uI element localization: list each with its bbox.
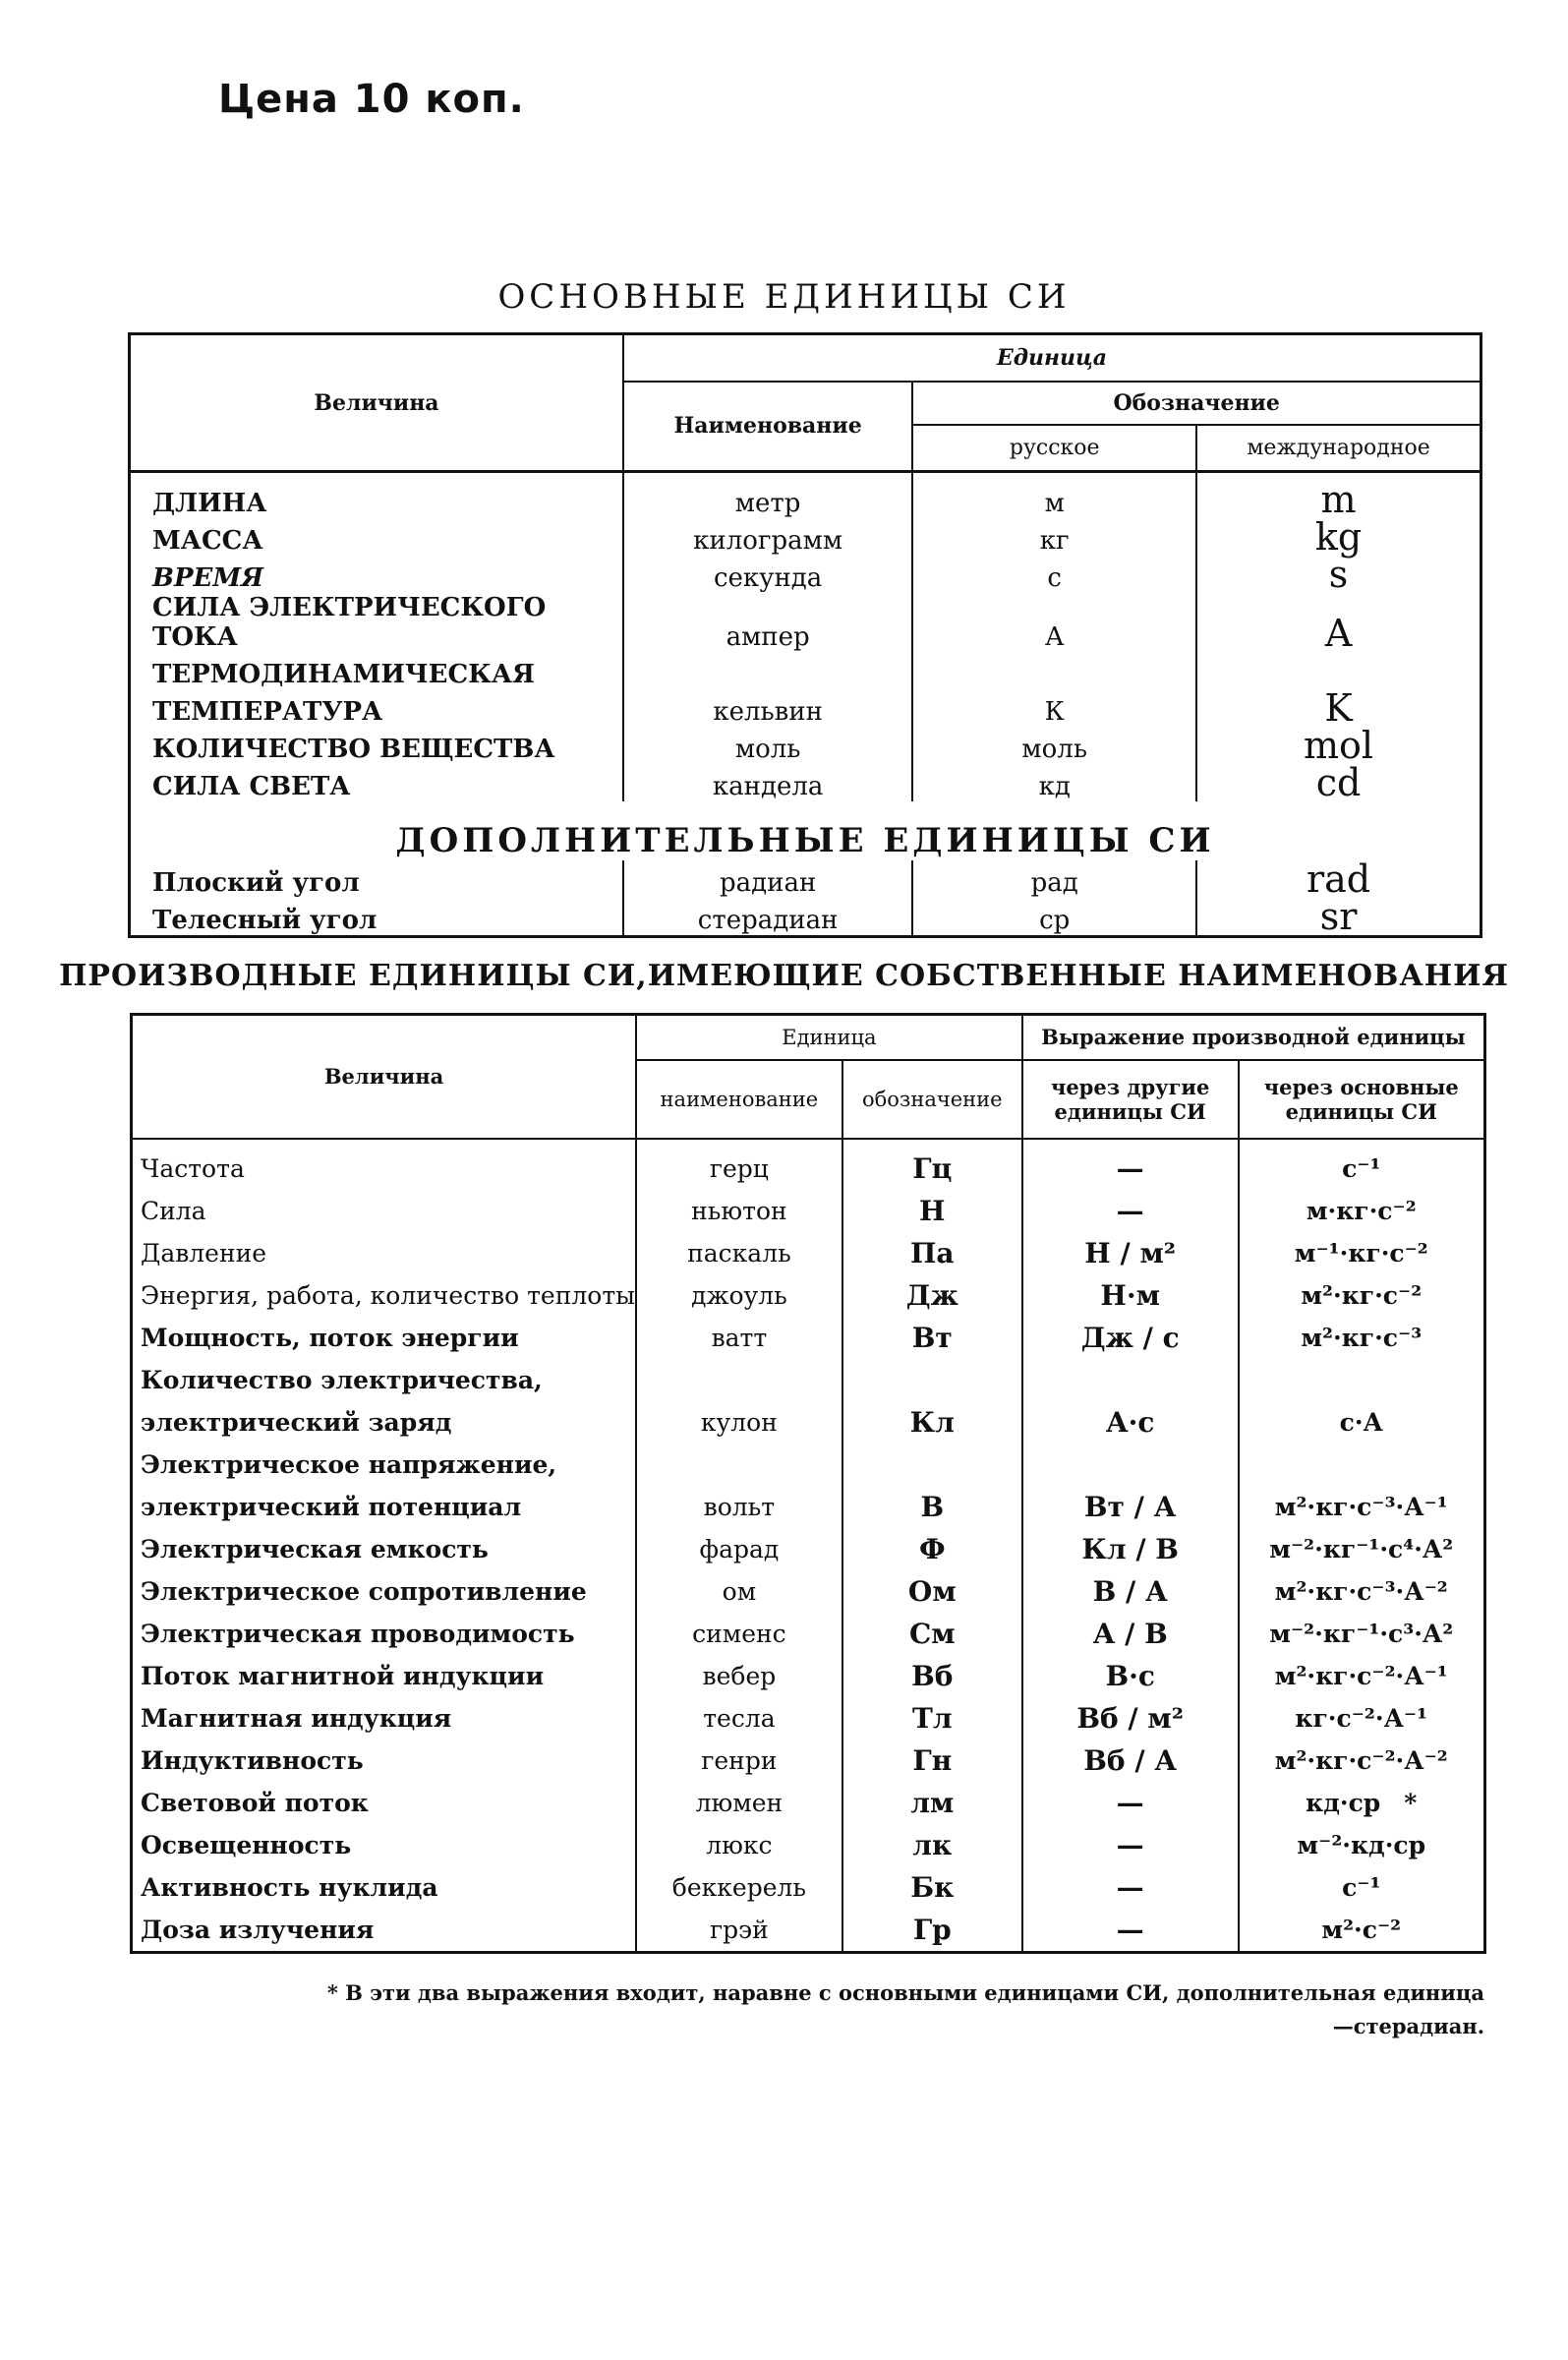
- unit-name-cell: ампер: [623, 593, 912, 652]
- via-base-cell: м·кг·с⁻²: [1306, 1196, 1417, 1225]
- russian-symbol-cell: кг: [912, 518, 1196, 556]
- quantity-cell: электрический потенциал: [132, 1486, 637, 1528]
- quantity-cell: Индуктивность: [132, 1740, 637, 1782]
- quantity-cell: Доза излучения: [132, 1909, 637, 1953]
- supplementary-units-title: ДОПОЛНИТЕЛЬНЫЕ ЕДИНИЦЫ СИ: [395, 821, 1215, 860]
- via-base-cell: с⁻¹: [1342, 1153, 1381, 1183]
- unit-name-cell: фарад: [636, 1528, 842, 1570]
- table-row: [132, 1866, 1485, 1909]
- quantity-cell: Давление: [132, 1232, 637, 1274]
- quantity-cell: КОЛИЧЕСТВО ВЕЩЕСТВА: [130, 727, 623, 764]
- derived-header-quantity: Величина: [132, 1015, 637, 1139]
- international-symbol-cell: sr: [1319, 895, 1358, 938]
- unit-symbol-cell: Гц: [842, 1139, 1022, 1190]
- via-base-cell: м⁻²·кг⁻¹·с⁴·А²: [1269, 1534, 1454, 1564]
- table-row: [132, 1232, 1485, 1274]
- unit-name-cell: [636, 1359, 842, 1401]
- unit-name-cell: ом: [636, 1570, 842, 1613]
- unit-symbol-cell: Ом: [842, 1570, 1022, 1613]
- derived-header-via-base: через основные единицы СИ: [1239, 1060, 1485, 1139]
- quantity-cell: СИЛА ЭЛЕКТРИЧЕСКОГО ТОКА: [130, 593, 623, 652]
- unit-name-cell: килограмм: [623, 518, 912, 556]
- unit-name-cell: тесла: [636, 1697, 842, 1740]
- unit-name-cell: беккерель: [636, 1866, 842, 1909]
- supplementary-title-row: [130, 801, 1481, 860]
- table-row: [132, 1359, 1485, 1401]
- unit-name-cell: люмен: [636, 1782, 842, 1824]
- russian-symbol-cell: рад: [912, 860, 1196, 898]
- quantity-cell: Энергия, работа, количество теплоты: [132, 1274, 637, 1317]
- international-symbol-cell: s: [1328, 553, 1349, 596]
- via-other-cell: —: [1022, 1824, 1239, 1866]
- table-row: [132, 1613, 1485, 1655]
- brace-asterisk: *: [1404, 1788, 1418, 1817]
- unit-name-cell: [636, 1444, 842, 1486]
- unit-name-cell: радиан: [623, 860, 912, 898]
- unit-name-cell: люкс: [636, 1824, 842, 1866]
- header-name: Наименование: [623, 382, 912, 472]
- quantity-cell: ТЕМПЕРАТУРА: [130, 689, 623, 727]
- unit-name-cell: кулон: [636, 1401, 842, 1444]
- via-other-cell: В·с: [1022, 1655, 1239, 1697]
- table-row: [132, 1444, 1485, 1486]
- derived-header-via-other: через другие единицы СИ: [1022, 1060, 1239, 1139]
- unit-symbol-cell: [842, 1444, 1022, 1486]
- unit-name-cell: паскаль: [636, 1232, 842, 1274]
- via-base-cell: м²·кг·с⁻²·А⁻²: [1274, 1745, 1448, 1775]
- quantity-cell: Электрическая емкость: [132, 1528, 637, 1570]
- unit-symbol-cell: Па: [842, 1232, 1022, 1274]
- unit-symbol-cell: Кл: [842, 1401, 1022, 1444]
- via-base-cell: м⁻²·кг⁻¹·с³·А²: [1269, 1619, 1454, 1648]
- via-base-cell: с⁻¹: [1342, 1872, 1381, 1902]
- table-row: [130, 898, 1481, 937]
- basic-units-title: ОСНОВНЫЕ ЕДИНИЦЫ СИ: [497, 277, 1071, 317]
- unit-name-cell: генри: [636, 1740, 842, 1782]
- table-row: [130, 764, 1481, 801]
- quantity-cell: Количество электричества,: [132, 1359, 637, 1401]
- unit-name-cell: ватт: [636, 1317, 842, 1359]
- unit-symbol-cell: Вт: [842, 1317, 1022, 1359]
- via-other-cell: Вб / м²: [1022, 1697, 1239, 1740]
- derived-header-symbol: обозначение: [842, 1060, 1022, 1139]
- unit-name-cell: сименс: [636, 1613, 842, 1655]
- international-symbol-cell: A: [1324, 612, 1353, 655]
- via-base-cell: м²·кг·с⁻³: [1301, 1323, 1423, 1352]
- quantity-cell: Мощность, поток энергии: [132, 1317, 637, 1359]
- russian-symbol-cell: А: [912, 593, 1196, 652]
- via-other-cell: —: [1022, 1190, 1239, 1232]
- header-russian: русское: [912, 425, 1196, 472]
- international-symbol-cell: kg: [1314, 515, 1363, 559]
- quantity-cell: ТЕРМОДИНАМИЧЕСКАЯ: [130, 652, 623, 689]
- russian-symbol-cell: К: [912, 689, 1196, 727]
- via-base-cell: м²·кг·с⁻³·А⁻¹: [1274, 1492, 1448, 1521]
- via-base-cell: [1239, 1359, 1485, 1401]
- international-symbol-cell: rad: [1306, 857, 1371, 901]
- table-row: [132, 1139, 1485, 1190]
- via-base-cell: м⁻¹·кг·с⁻²: [1294, 1238, 1428, 1268]
- header-international: международное: [1196, 425, 1481, 472]
- table-row: [130, 593, 1481, 652]
- unit-name-cell: кандела: [623, 764, 912, 801]
- via-base-cell: м²·кг·с⁻²·А⁻¹: [1274, 1661, 1448, 1690]
- table-row: [132, 1697, 1485, 1740]
- via-other-cell: —: [1022, 1139, 1239, 1190]
- table-row: [130, 727, 1481, 764]
- table-row: [130, 518, 1481, 556]
- unit-name-cell: стерадиан: [623, 898, 912, 937]
- international-symbol-cell: m: [1196, 472, 1481, 519]
- table-row: [130, 689, 1481, 727]
- derived-units-table: [130, 1013, 1486, 1954]
- unit-name-cell: грэй: [636, 1909, 842, 1953]
- table-row: [132, 1782, 1485, 1824]
- unit-name-cell: моль: [623, 727, 912, 764]
- russian-symbol-cell: моль: [912, 727, 1196, 764]
- quantity-cell: Активность нуклида: [132, 1866, 637, 1909]
- via-other-cell: Дж / с: [1022, 1317, 1239, 1359]
- derived-header-unit: Единица: [636, 1015, 1022, 1060]
- unit-symbol-cell: Дж: [842, 1274, 1022, 1317]
- quantity-cell: СИЛА СВЕТА: [130, 764, 623, 801]
- unit-name-cell: джоуль: [636, 1274, 842, 1317]
- table-row: [130, 472, 1481, 519]
- derived-header-expression: Выражение производной единицы: [1022, 1015, 1485, 1060]
- derived-units-title: ПРОИЗВОДНЫЕ ЕДИНИЦЫ СИ,ИМЕЮЩИЕ СОБСТВЕННЫЕ НАИМЕНОВАНИЯ: [59, 959, 1509, 993]
- via-other-cell: Вб / А: [1022, 1740, 1239, 1782]
- unit-symbol-cell: Н: [842, 1190, 1022, 1232]
- international-symbol-cell: mol: [1304, 724, 1374, 767]
- quantity-cell: Освещенность: [132, 1824, 637, 1866]
- via-other-cell: А·с: [1022, 1401, 1239, 1444]
- quantity-cell: Телесный угол: [130, 898, 623, 937]
- table-row: [132, 1401, 1485, 1444]
- international-symbol-cell: [1196, 652, 1481, 689]
- unit-name-cell: вебер: [636, 1655, 842, 1697]
- unit-name-cell: ньютон: [636, 1190, 842, 1232]
- table-row: [132, 1824, 1485, 1866]
- quantity-cell: Поток магнитной индукции: [132, 1655, 637, 1697]
- russian-symbol-cell: кд: [912, 764, 1196, 801]
- via-other-cell: Кл / В: [1022, 1528, 1239, 1570]
- russian-symbol-cell: ср: [912, 898, 1196, 937]
- table-row: [132, 1190, 1485, 1232]
- via-base-cell: м²·кг·с⁻³·А⁻²: [1274, 1576, 1448, 1606]
- via-base-cell: м²·с⁻²: [1321, 1915, 1402, 1944]
- international-symbol-cell: K: [1324, 686, 1353, 730]
- via-other-cell: —: [1022, 1866, 1239, 1909]
- via-base-cell: с·А: [1339, 1407, 1383, 1437]
- table-row: [132, 1655, 1485, 1697]
- quantity-cell: Магнитная индукция: [132, 1697, 637, 1740]
- via-other-cell: Вт / А: [1022, 1486, 1239, 1528]
- via-other-cell: —: [1022, 1909, 1239, 1953]
- via-base-cell: м²·кг·с⁻²: [1301, 1280, 1423, 1310]
- russian-symbol-cell: с: [912, 556, 1196, 593]
- unit-symbol-cell: лк: [842, 1824, 1022, 1866]
- header-symbol: Обозначение: [912, 382, 1481, 425]
- price-label: Цена 10 коп.: [218, 77, 525, 122]
- via-base-cell: м⁻²·кд·ср: [1297, 1830, 1426, 1859]
- basic-units-table: [128, 332, 1482, 938]
- table-row: [130, 652, 1481, 689]
- unit-name-cell: секунда: [623, 556, 912, 593]
- unit-name-cell: кельвин: [623, 689, 912, 727]
- quantity-cell: Электрическая проводимость: [132, 1613, 637, 1655]
- table-row: [130, 556, 1481, 593]
- quantity-cell: Электрическое сопротивление: [132, 1570, 637, 1613]
- via-base-cell: кг·с⁻²·А⁻¹: [1295, 1703, 1428, 1733]
- quantity-cell: Световой поток: [132, 1782, 637, 1824]
- unit-symbol-cell: Тл: [842, 1697, 1022, 1740]
- quantity-cell: Частота: [132, 1139, 637, 1190]
- quantity-cell: МАССА: [130, 518, 623, 556]
- quantity-cell: ДЛИНА: [130, 472, 623, 519]
- table-row: [132, 1909, 1485, 1953]
- quantity-cell: Сила: [132, 1190, 637, 1232]
- unit-symbol-cell: См: [842, 1613, 1022, 1655]
- via-other-cell: [1022, 1359, 1239, 1401]
- unit-symbol-cell: лм: [842, 1782, 1022, 1824]
- unit-name-cell: герц: [636, 1139, 842, 1190]
- table-row: [132, 1317, 1485, 1359]
- via-other-cell: —: [1022, 1782, 1239, 1824]
- derived-header-name: наименование: [636, 1060, 842, 1139]
- unit-symbol-cell: Гр: [842, 1909, 1022, 1953]
- unit-symbol-cell: Гн: [842, 1740, 1022, 1782]
- quantity-cell: Плоский угол: [130, 860, 623, 898]
- table-row: [132, 1570, 1485, 1613]
- unit-name-cell: вольт: [636, 1486, 842, 1528]
- via-base-cell: кд·ср *: [1306, 1788, 1418, 1817]
- quantity-cell: Электрическое напряжение,: [132, 1444, 637, 1486]
- unit-symbol-cell: Вб: [842, 1655, 1022, 1697]
- unit-name-cell: метр: [623, 472, 912, 519]
- via-other-cell: Н·м: [1022, 1274, 1239, 1317]
- via-other-cell: Н / м²: [1022, 1232, 1239, 1274]
- russian-symbol-cell: м: [912, 472, 1196, 519]
- table-row: [132, 1528, 1485, 1570]
- unit-symbol-cell: Ф: [842, 1528, 1022, 1570]
- quantity-cell: ВРЕМЯ: [130, 556, 623, 593]
- via-other-cell: [1022, 1444, 1239, 1486]
- table-row: [132, 1740, 1485, 1782]
- table-row: [132, 1486, 1485, 1528]
- unit-symbol-cell: В: [842, 1486, 1022, 1528]
- via-other-cell: А / В: [1022, 1613, 1239, 1655]
- table-row: [130, 860, 1481, 898]
- quantity-cell: электрический заряд: [132, 1401, 637, 1444]
- header-quantity: Величина: [130, 334, 623, 472]
- header-unit: Единица: [623, 334, 1481, 382]
- international-symbol-cell: cd: [1315, 761, 1362, 804]
- unit-symbol-cell: [842, 1359, 1022, 1401]
- footnote: * В эти два выражения входит, наравне с основными единицами СИ, дополнительная единица—стерадиан.: [326, 1980, 1484, 2038]
- via-other-cell: В / А: [1022, 1570, 1239, 1613]
- unit-name-cell: [623, 652, 912, 689]
- unit-symbol-cell: Бк: [842, 1866, 1022, 1909]
- via-base-cell: [1239, 1444, 1485, 1486]
- table-row: [132, 1274, 1485, 1317]
- russian-symbol-cell: [912, 652, 1196, 689]
